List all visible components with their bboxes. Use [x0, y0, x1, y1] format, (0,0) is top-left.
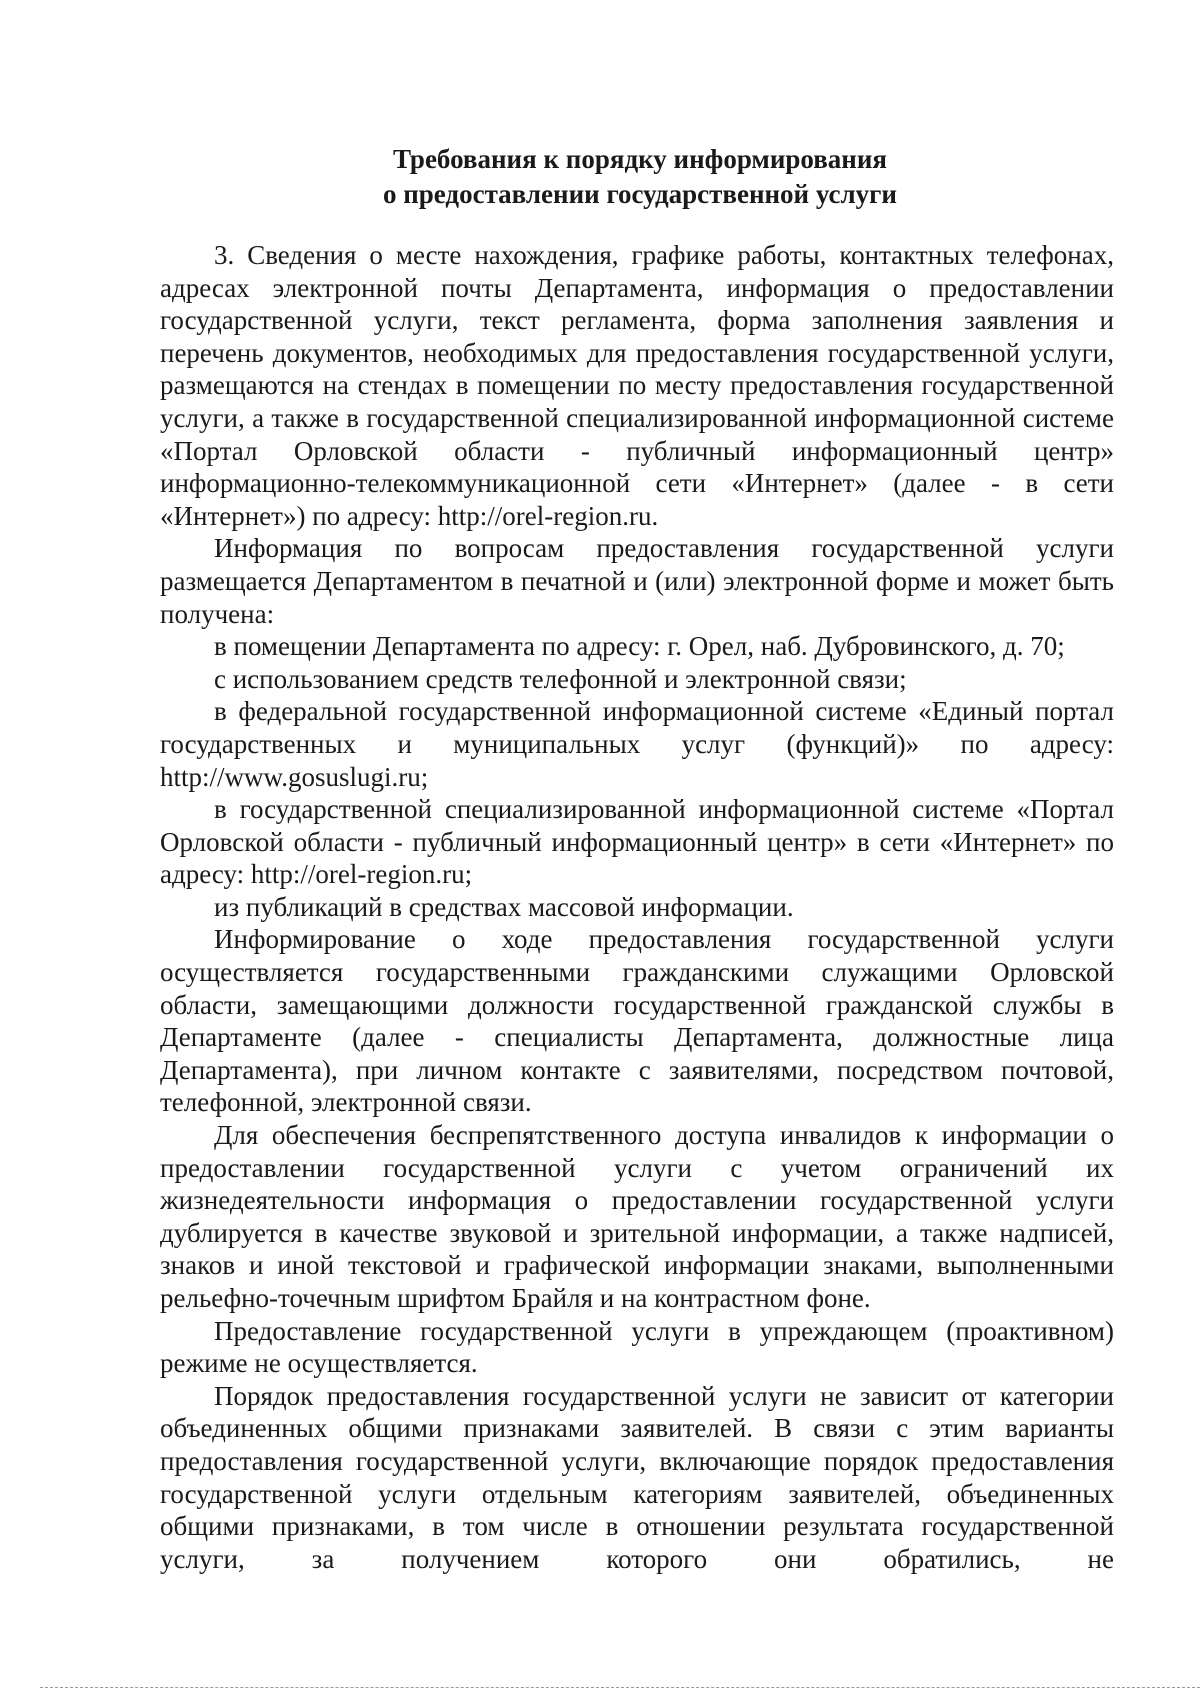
- paragraph-3-info-location: 3. Сведения о месте нахождения, графике работы, контактных телефонах, адресах электронной почты Департамента, информация о предоставлении государственной услуги, текст регламента, форма заполнения заявления и перечень документов, необходимых для предоставления государственной услуги, размещаются на стендах в помещении по месту предоставления государственной услуги, а также в государственной специализированной информационной системе «Портал Орловской области - публичный информационный центр» информационно-телекоммуникационной сети «Интернет» (далее - в сети «Интернет») по адресу: http://orel-region.ru.: [160, 240, 1114, 531]
- document-body: [160, 239, 1114, 1575]
- paragraph-progress-info: Информирование о ходе предоставления государственной услуги осуществляется государственными гражданскими служащими Орловской области, замещающими должности государственной гражданской службы в Департаменте (далее - специалисты Департамента, должностные лица Департамента), при личном контакте с заявителями, посредством почтовой, телефонной, электронной связи.: [160, 924, 1114, 1118]
- paragraph-applicant-categories: Порядок предоставления государственной услуги не зависит от категории объединенных общими признаками заявителей. В связи с этим варианты предоставления государственной услуги, включающие порядок предоставления государственной услуги отдельным категориям заявителей, объединенных общими признаками, в том числе в отношении результата государственной услуги, за получением которого они обратились, не: [160, 1380, 1114, 1574]
- paragraph-proactive-mode: Предоставление государственной услуги в упреждающем (проактивном) режиме не осуществляется.: [160, 1315, 1114, 1379]
- document-title: [160, 142, 1120, 212]
- title-line-1: Требования к порядку информирования: [392, 144, 888, 174]
- bottom-scan-edge: [40, 1687, 1200, 1688]
- list-item-orel-region-portal: в государственной специализированной информационной системе «Портал Орловской области - публичный информационный центр» в сети «Интернет» по адресу: http://orel-region.ru;: [160, 794, 1114, 890]
- paragraph-info-sources: Информация по вопросам предоставления государственной услуги размещается Департаментом в печатной и (или) электронной форме и может быть получена:: [160, 533, 1114, 629]
- list-item-department-office: в помещении Департамента по адресу: г. Орел, наб. Дубровинского, д. 70;: [214, 631, 1065, 662]
- paragraph-disability-access: Для обеспечения беспрепятственного доступа инвалидов к информации о предоставлении государственной услуги с учетом ограничений их жизнедеятельности информация о предоставлении государственной услуги дублируется в качестве звуковой и зрительной информации, а также надписей, знаков и иной текстовой и графической информации знаками, выполненными рельефно-точечным шрифтом Брайля и на контрастном фоне.: [160, 1120, 1114, 1313]
- list-item-phone-email: с использованием средств телефонной и электронной связи;: [214, 663, 907, 694]
- list-item-gosuslugi-portal: в федеральной государственной информационной системе «Единый портал государственных и муниципальных услуг (функций)» по адресу: http://www.gosuslugi.ru;: [160, 696, 1114, 792]
- list-item-mass-media: из публикаций в средствах массовой информации.: [214, 891, 794, 922]
- title-line-2: о предоставлении государственной услуги: [382, 179, 897, 209]
